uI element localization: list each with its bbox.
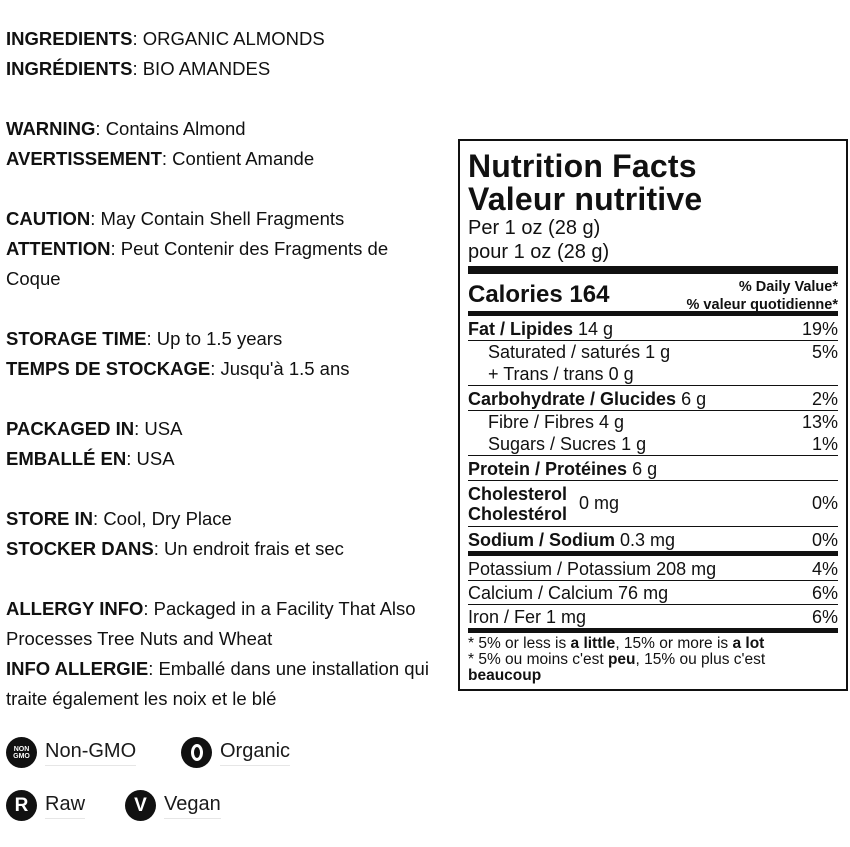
packaged-en-label: PACKAGED IN — [6, 418, 135, 439]
packaged-en — [6, 414, 182, 444]
warning-en-label: WARNING — [6, 118, 96, 139]
storage-en-value: : Up to 1.5 years — [146, 328, 283, 349]
storage-en-label: STORAGE TIME — [6, 328, 147, 349]
warning-fr — [6, 144, 314, 174]
serving-size-en: Per 1 oz (28 g) — [468, 217, 601, 239]
fat-label: Fat / Lipides — [468, 319, 574, 339]
nutrient-row-sugars — [468, 433, 838, 456]
packaged-en-value: : USA — [134, 418, 183, 439]
store-en-label: STORE IN — [6, 508, 94, 529]
nutrient-row-fat — [468, 318, 838, 341]
cholesterol-label-fr: Cholestérol — [468, 503, 568, 524]
cholesterol-label-en: Cholesterol — [468, 483, 568, 504]
nutrient-row-calcium — [468, 581, 838, 605]
calories — [468, 281, 609, 309]
nutrient-row-potassium — [468, 556, 838, 581]
ingredients-en — [6, 24, 325, 54]
sugars-amount: 1 g — [621, 434, 647, 454]
caution-fr-label: ATTENTION — [6, 238, 111, 259]
carbohydrate-dv: 2% — [811, 389, 838, 409]
trans-label: + Trans / trans — [488, 364, 604, 384]
non-gmo-label: Non-GMO — [45, 740, 136, 766]
serving-size-fr: pour 1 oz (28 g) — [468, 241, 610, 263]
cholesterol-dv: 0% — [811, 493, 838, 513]
warning-en-value: : Contains Almond — [95, 118, 246, 139]
storage-en — [6, 324, 282, 354]
ingredients-fr-label: INGRÉDIENTS — [6, 58, 133, 79]
fibre-dv: 13% — [801, 412, 838, 432]
store-en — [6, 504, 232, 534]
badge-organic — [181, 737, 290, 768]
ingredients-fr — [6, 54, 270, 84]
non-gmo-icon-top: NON — [13, 745, 30, 753]
non-gmo-icon — [6, 737, 37, 768]
store-fr-value: : Un endroit frais et sec — [153, 538, 344, 559]
badge-non-gmo — [6, 737, 136, 768]
carbohydrate-label: Carbohydrate / Glucides — [468, 389, 677, 409]
saturated-amount: 1 g — [645, 342, 671, 362]
warning-fr-label: AVERTISSEMENT — [6, 148, 162, 169]
sodium-amount: 0.3 mg — [620, 530, 676, 550]
potassium-dv: 4% — [811, 559, 838, 579]
store-en-value: : Cool, Dry Place — [93, 508, 232, 529]
warning-en — [6, 114, 246, 144]
packaged-fr-label: EMBALLÉ EN — [6, 448, 127, 469]
raw-icon-letter: R — [14, 794, 29, 816]
footnote — [468, 633, 838, 684]
sodium-label: Sodium / Sodium — [468, 530, 615, 550]
divider-thick — [468, 266, 838, 274]
iron-dv: 6% — [811, 607, 838, 627]
calcium-amount: 76 mg — [618, 583, 669, 603]
protein-label: Protein / Protéines — [468, 459, 628, 479]
non-gmo-icon-bottom: GMO — [13, 752, 30, 760]
calories-value: 164 — [569, 281, 610, 308]
vegan-icon-letter: V — [134, 794, 147, 816]
sugars-dv: 1% — [811, 434, 838, 454]
calories-row — [468, 274, 838, 316]
caution-en-value: : May Contain Shell Fragments — [90, 208, 345, 229]
packaged-fr — [6, 444, 175, 474]
storage-fr-value: : Jusqu'à 1.5 ans — [210, 358, 350, 379]
iron-label: Iron / Fer — [468, 607, 542, 627]
fat-dv: 19% — [801, 319, 838, 339]
carbohydrate-amount: 6 g — [681, 389, 707, 409]
trans-amount: 0 g — [608, 364, 634, 384]
nutrition-title-fr: Valeur nutritive — [468, 181, 703, 217]
fat-amount: 14 g — [578, 319, 614, 339]
daily-value-en: % Daily Value* — [738, 279, 838, 295]
nutrient-row-carbohydrate — [468, 386, 838, 411]
packaged-fr-value: : USA — [126, 448, 175, 469]
raw-icon — [6, 790, 37, 821]
nutrient-row-trans — [468, 363, 838, 386]
nutrient-row-sodium — [468, 527, 838, 556]
allergy-en-label: ALLERGY INFO — [6, 598, 144, 619]
vegan-icon — [125, 790, 156, 821]
calcium-label: Calcium / Calcium — [468, 583, 614, 603]
potassium-label: Potassium / Potassium — [468, 559, 652, 579]
sugars-label: Sugars / Sucres — [488, 434, 617, 454]
caution-en-label: CAUTION — [6, 208, 91, 229]
daily-value-fr: % valeur quotidienne* — [686, 297, 838, 313]
store-fr-label: STOCKER DANS — [6, 538, 154, 559]
daily-value-header — [687, 278, 838, 314]
nutrient-row-saturated — [468, 341, 838, 363]
cholesterol-amount: 0 mg — [579, 493, 620, 513]
storage-fr-label: TEMPS DE STOCKAGE — [6, 358, 211, 379]
organic-icon — [181, 737, 212, 768]
nutrition-title-en: Nutrition Facts — [468, 148, 697, 184]
caution-fr — [6, 234, 446, 294]
warning-fr-value: : Contient Amande — [161, 148, 315, 169]
nutrient-row-iron — [468, 605, 838, 633]
allergy-en-value: : Packaged in a Facility That Also Processes Tree Nuts and Wheat — [6, 598, 416, 649]
allergy-en — [6, 594, 446, 654]
allergy-fr-label: INFO ALLERGIE — [6, 658, 149, 679]
footnote-en: * 5% or less is a little, 15% or more is a lot — [468, 635, 765, 652]
iron-amount: 1 mg — [546, 607, 587, 627]
ingredients-en-value: : ORGANIC ALMONDS — [132, 28, 325, 49]
store-fr — [6, 534, 344, 564]
potassium-amount: 208 mg — [656, 559, 717, 579]
organic-label: Organic — [220, 740, 290, 766]
caution-fr-value: : Peut Contenir des Fragments de Coque — [6, 238, 389, 289]
ingredients-en-label: INGREDIENTS — [6, 28, 133, 49]
badge-raw — [6, 790, 85, 821]
calcium-dv: 6% — [811, 583, 838, 603]
sodium-dv: 0% — [811, 530, 838, 550]
badge-vegan — [125, 790, 221, 821]
nutrient-row-cholesterol — [468, 481, 838, 527]
allergy-fr-value: : Emballé dans une installation qui traite également les noix et le blé — [6, 658, 429, 709]
fibre-amount: 4 g — [599, 412, 625, 432]
ingredients-fr-value: : BIO AMANDES — [132, 58, 271, 79]
nutrition-facts-panel — [458, 139, 848, 691]
storage-fr — [6, 354, 350, 384]
footnote-fr: * 5% ou moins c'est peu, 15% ou plus c'est beaucoup — [468, 651, 766, 684]
saturated-dv: 5% — [811, 342, 838, 362]
caution-en — [6, 204, 344, 234]
fibre-label: Fibre / Fibres — [488, 412, 595, 432]
vegan-label: Vegan — [164, 793, 221, 819]
calories-label: Calories — [468, 281, 563, 308]
nutrient-row-protein — [468, 456, 838, 481]
saturated-label: Saturated / saturés — [488, 342, 641, 362]
raw-label: Raw — [45, 793, 85, 819]
allergy-fr — [6, 654, 456, 714]
protein-amount: 6 g — [632, 459, 658, 479]
nutrient-row-fibre — [468, 411, 838, 433]
